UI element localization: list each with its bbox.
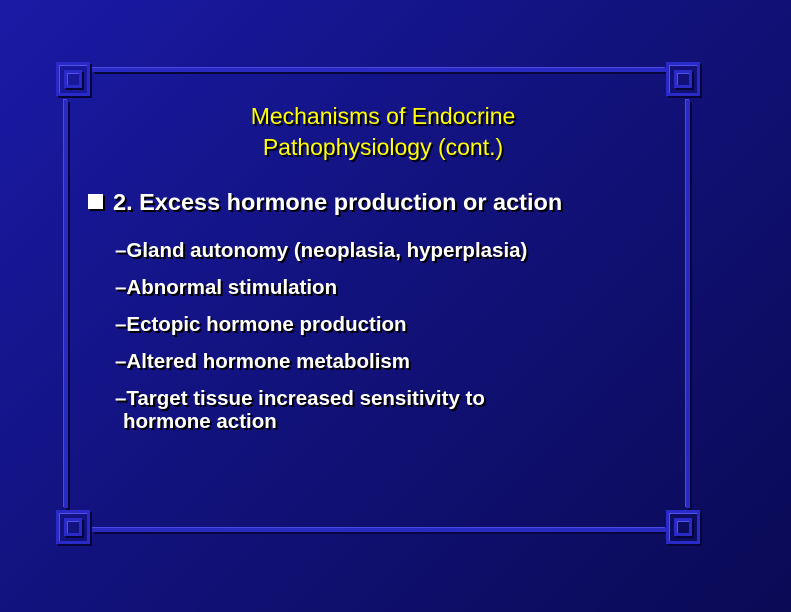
slide-title	[92, 101, 674, 163]
main-bullet-point	[88, 189, 562, 216]
sub-point-abnormal-stimulation: –Abnormal stimulation	[115, 276, 338, 299]
frame-bottom-line	[92, 528, 666, 532]
frame-top-line	[92, 68, 666, 72]
corner-ornament-top-right	[666, 62, 702, 98]
sub-point-ectopic-production: –Ectopic hormone production	[115, 313, 407, 336]
square-bullet-icon	[88, 194, 103, 209]
corner-ornament-top-left	[56, 62, 92, 98]
frame-right-line	[686, 100, 690, 508]
slide-title-line-1: Mechanisms of Endocrine	[250, 103, 516, 129]
sub-point-altered-metabolism: –Altered hormone metabolism	[115, 350, 411, 373]
frame-left-line	[64, 100, 68, 508]
sub-point-list	[115, 232, 527, 435]
main-bullet-text: 2. Excess hormone production or action	[113, 189, 563, 215]
corner-ornament-bottom-right	[666, 510, 702, 546]
sub-point-continuation: hormone action	[123, 410, 277, 433]
sub-point-gland-autonomy: –Gland autonomy (neoplasia, hyperplasia)	[115, 239, 528, 262]
corner-ornament-bottom-left	[56, 510, 92, 546]
sub-point-target-tissue-sensitivity: –Target tissue increased sensitivity to	[115, 387, 485, 410]
slide-title-line-2: Pathophysiology (cont.)	[262, 134, 504, 160]
